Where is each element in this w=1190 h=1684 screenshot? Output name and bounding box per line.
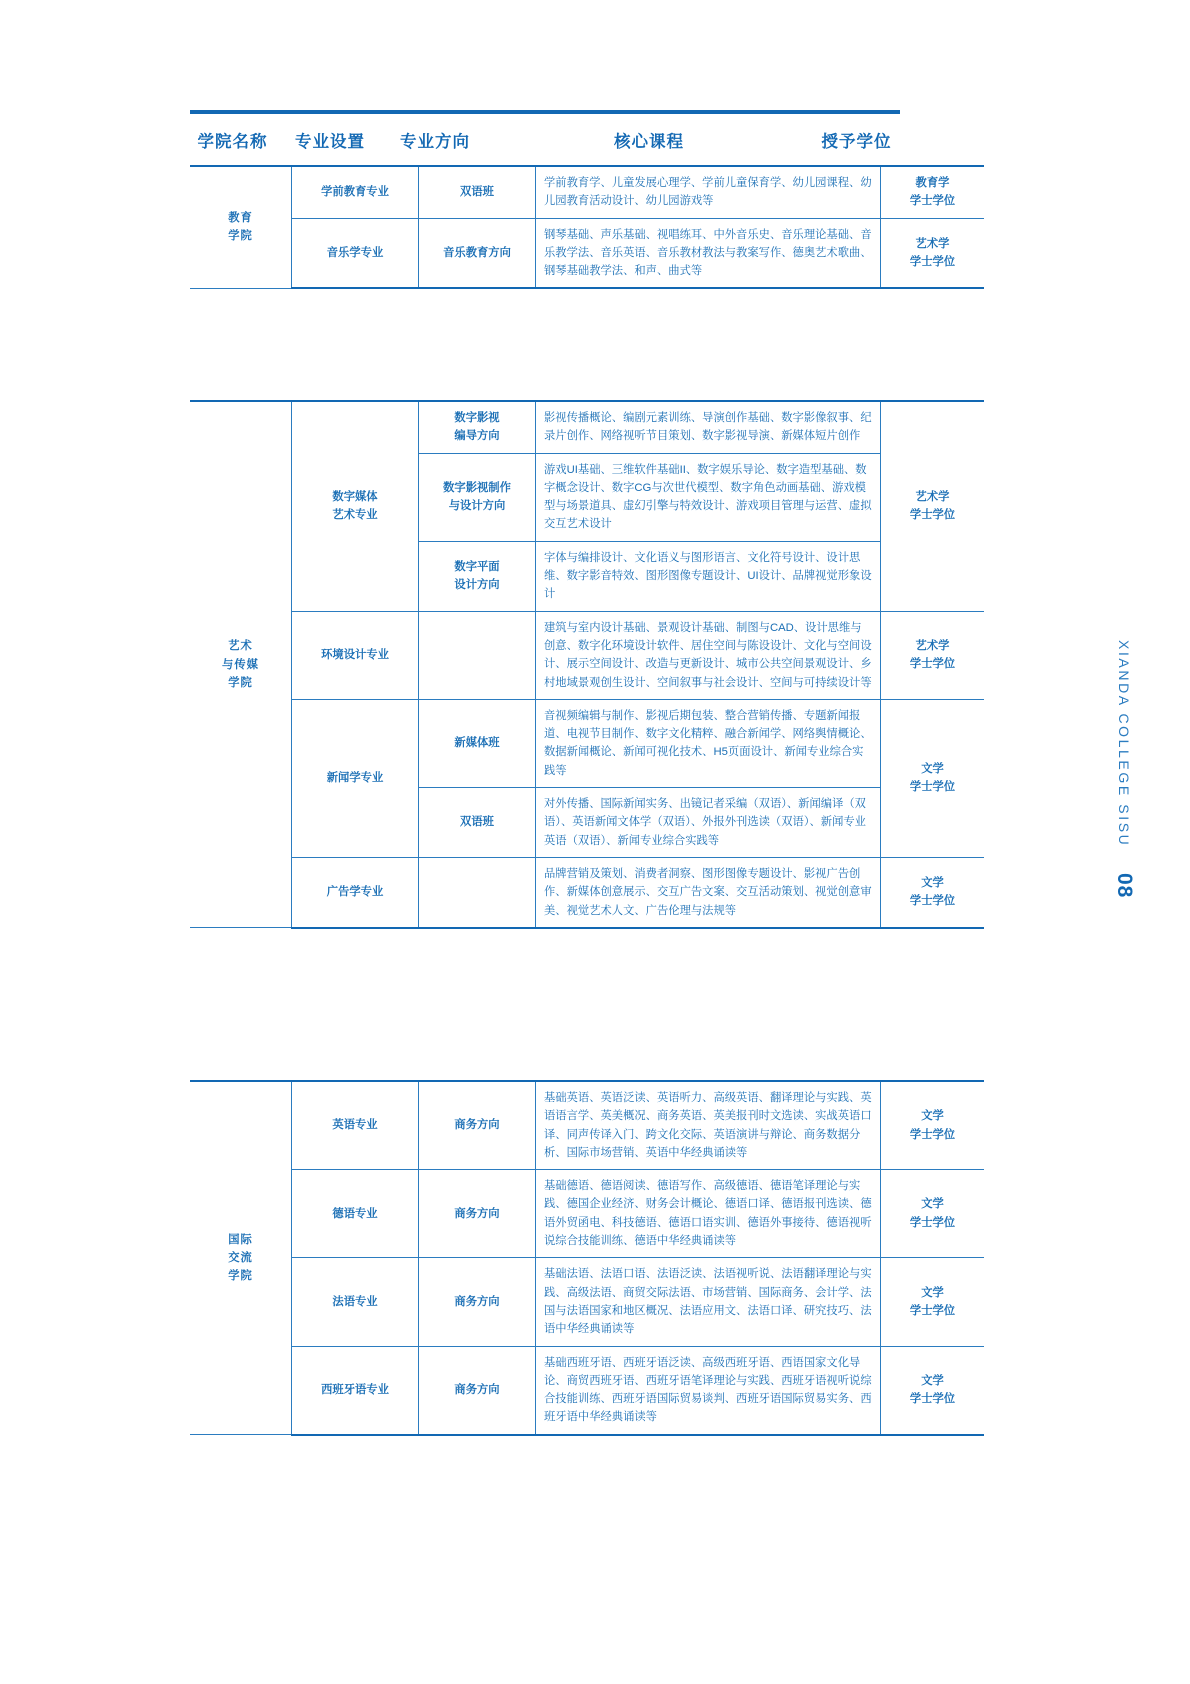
degree-cell: 艺术学 学士学位 bbox=[881, 401, 985, 611]
major-cell: 德语专业 bbox=[292, 1170, 419, 1258]
degree-cell: 文学 学士学位 bbox=[881, 1081, 985, 1170]
direction-cell: 新媒体班 bbox=[419, 699, 536, 787]
table-education bbox=[190, 165, 984, 289]
core-courses-cell: 对外传播、国际新闻实务、出镜记者采编（双语）、新闻编译（双语）、英语新闻文体学（双语）、外报外刊选读（双语）、新闻专业英语（双语）、新闻专业综合实践等 bbox=[536, 788, 881, 858]
core-courses-cell: 钢琴基础、声乐基础、视唱练耳、中外音乐史、音乐理论基础、音乐教学法、音乐英语、音乐教材教法与教案写作、德奥艺术歌曲、钢琴基础教学法、和声、曲式等 bbox=[536, 218, 881, 288]
column-header-major: 专业设置 bbox=[295, 133, 365, 151]
degree-cell: 教育学 学士学位 bbox=[881, 166, 985, 218]
degree-cell: 文学 学士学位 bbox=[881, 857, 985, 927]
major-cell: 学前教育专业 bbox=[292, 166, 419, 218]
college-name-arts-media: 艺术 与传媒 学院 bbox=[190, 401, 292, 928]
table-header-row bbox=[190, 114, 900, 165]
table-international bbox=[190, 1080, 984, 1436]
major-cell: 数字媒体 艺术专业 bbox=[292, 401, 419, 611]
table-row bbox=[190, 857, 984, 927]
direction-cell: 双语班 bbox=[419, 166, 536, 218]
core-courses-cell: 影视传播概论、编剧元素训练、导演创作基础、数字影像叙事、纪录片创作、网络视听节目策划、数字影视导演、新媒体短片创作 bbox=[536, 401, 881, 453]
major-cell: 法语专业 bbox=[292, 1258, 419, 1346]
direction-cell bbox=[419, 857, 536, 927]
degree-cell: 艺术学 学士学位 bbox=[881, 611, 985, 699]
core-courses-cell: 基础德语、德语阅读、德语写作、高级德语、德语笔译理论与实践、德国企业经济、财务会计概论、德语口译、德语报刊选读、德语外贸函电、科技德语、德语口语实训、德语外事接待、德语视听说综合技能训练、德语中华经典诵读等 bbox=[536, 1170, 881, 1258]
direction-cell: 数字影视制作 与设计方向 bbox=[419, 453, 536, 541]
core-courses-cell: 音视频编辑与制作、影视后期包装、整合营销传播、专题新闻报道、电视节目制作、数字文化精粹、融合新闻学、网络舆情概论、数据新闻概论、新闻可视化技术、H5页面设计、新闻专业综合实践等 bbox=[536, 699, 881, 787]
table-international-wrapper bbox=[190, 1080, 956, 1436]
major-cell: 西班牙语专业 bbox=[292, 1346, 419, 1435]
degree-cell: 文学 学士学位 bbox=[881, 1258, 985, 1346]
table-row bbox=[190, 218, 984, 288]
core-courses-cell: 基础法语、法语口语、法语泛读、法语视听说、法语翻译理论与实践、高级法语、商贸交际法语、市场营销、国际商务、会计学、法国与法语国家和地区概况、法语应用文、法语口译、研究技巧、法语中华经典诵读等 bbox=[536, 1258, 881, 1346]
direction-cell: 音乐教育方向 bbox=[419, 218, 536, 288]
core-courses-cell: 游戏UI基础、三维软件基础II、数字娱乐导论、数字造型基础、数字概念设计、数字CG与次世代模型、数字角色动画基础、游戏模型与场景道具、虚幻引擎与特效设计、游戏项目管理与运营、虚拟交互艺术设计 bbox=[536, 453, 881, 541]
core-courses-cell: 基础西班牙语、西班牙语泛读、高级西班牙语、西语国家文化导论、商贸西班牙语、西班牙语笔译理论与实践、西班牙语视听说综合技能训练、西班牙语国际贸易谈判、西班牙语国际贸易实务、西班牙语中华经典诵读等 bbox=[536, 1346, 881, 1435]
major-cell: 环境设计专业 bbox=[292, 611, 419, 699]
core-courses-cell: 建筑与室内设计基础、景观设计基础、制图与CAD、设计思维与创意、数字化环境设计软件、居住空间与陈设设计、文化与空间设计、展示空间设计、改造与更新设计、城市公共空间景观设计、乡村地域景观创生设计、空间叙事与社会设计、空间与可持续设计等 bbox=[536, 611, 881, 699]
column-header-degree: 授予学位 bbox=[821, 133, 892, 151]
degree-cell: 文学 学士学位 bbox=[881, 1346, 985, 1435]
table-row bbox=[190, 166, 984, 218]
column-header-direction: 专业方向 bbox=[400, 133, 470, 151]
side-label: XIANDA COLLEGE SISU bbox=[1116, 640, 1132, 848]
college-name-international: 国际 交流 学院 bbox=[190, 1081, 292, 1435]
major-cell: 新闻学专业 bbox=[292, 699, 419, 857]
table-row bbox=[190, 401, 984, 453]
table-arts-media bbox=[190, 400, 984, 929]
table-row bbox=[190, 1170, 984, 1258]
table-row bbox=[190, 1346, 984, 1435]
column-header-core-courses: 核心课程 bbox=[614, 133, 684, 151]
direction-cell: 商务方向 bbox=[419, 1258, 536, 1346]
table-row bbox=[190, 1258, 984, 1346]
major-cell: 音乐学专业 bbox=[292, 218, 419, 288]
degree-cell: 文学 学士学位 bbox=[881, 699, 985, 857]
table-education-wrapper bbox=[190, 110, 956, 289]
page-number: 08 bbox=[1113, 873, 1136, 899]
major-cell: 广告学专业 bbox=[292, 857, 419, 927]
table-row bbox=[190, 611, 984, 699]
direction-cell: 数字影视 编导方向 bbox=[419, 401, 536, 453]
direction-cell: 商务方向 bbox=[419, 1170, 536, 1258]
core-courses-cell: 品牌营销及策划、消费者洞察、图形图像专题设计、影视广告创作、新媒体创意展示、交互广告文案、交互活动策划、视觉创意审美、视觉艺术人文、广告伦理与法规等 bbox=[536, 857, 881, 927]
core-courses-cell: 字体与编排设计、文化语义与图形语言、文化符号设计、设计思维、数字影音特效、图形图像专题设计、UI设计、品牌视觉形象设计 bbox=[536, 541, 881, 611]
direction-cell bbox=[419, 611, 536, 699]
page-side-marker bbox=[1104, 640, 1144, 899]
college-name-education: 教育 学院 bbox=[190, 166, 292, 288]
core-courses-cell: 基础英语、英语泛读、英语听力、高级英语、翻译理论与实践、英语语言学、英美概况、商务英语、英美报刊时文选读、实战英语口译、同声传译入门、跨文化交际、英语演讲与辩论、商务数据分析、国际市场营销、英语中华经典诵读等 bbox=[536, 1081, 881, 1170]
table-arts-media-wrapper bbox=[190, 400, 956, 929]
direction-cell: 数字平面 设计方向 bbox=[419, 541, 536, 611]
table-row bbox=[190, 1081, 984, 1170]
core-courses-cell: 学前教育学、儿童发展心理学、学前儿童保育学、幼儿园课程、幼儿园教育活动设计、幼儿园游戏等 bbox=[536, 166, 881, 218]
degree-cell: 艺术学 学士学位 bbox=[881, 218, 985, 288]
column-header-college: 学院名称 bbox=[197, 133, 268, 151]
direction-cell: 商务方向 bbox=[419, 1081, 536, 1170]
table-row bbox=[190, 699, 984, 787]
major-cell: 英语专业 bbox=[292, 1081, 419, 1170]
degree-cell: 文学 学士学位 bbox=[881, 1170, 985, 1258]
direction-cell: 商务方向 bbox=[419, 1346, 536, 1435]
direction-cell: 双语班 bbox=[419, 788, 536, 858]
